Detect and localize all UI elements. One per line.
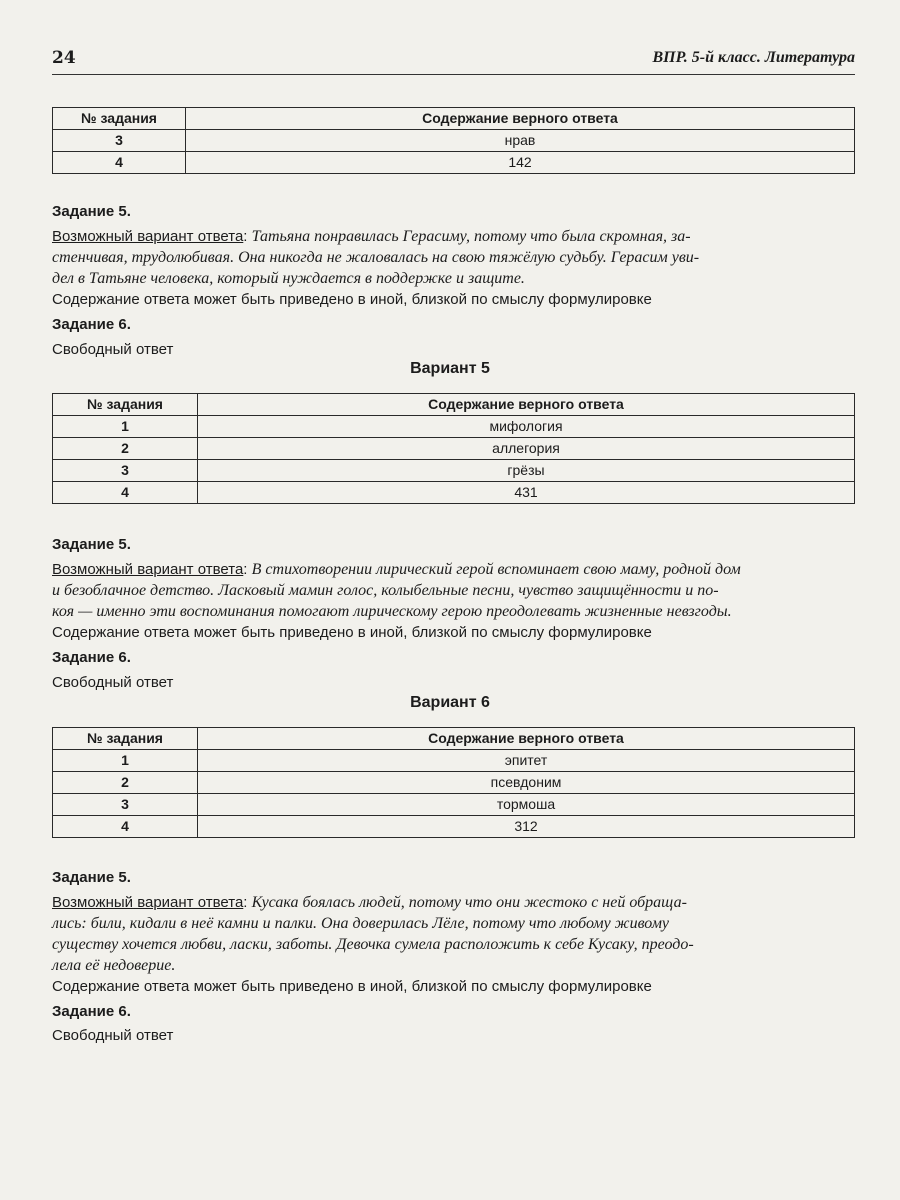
- task-number-cell: 3: [53, 794, 198, 816]
- page-number: 24: [52, 48, 76, 68]
- table-row: [53, 460, 855, 482]
- table-row: [53, 438, 855, 460]
- task-number-cell: 4: [53, 152, 186, 174]
- task6-answer: Свободный ответ: [52, 1027, 174, 1044]
- answer-cell: 312: [198, 816, 855, 838]
- answer-table-variant5: [52, 393, 855, 504]
- answer-cell: тормоша: [198, 794, 855, 816]
- task5-heading: Задание 5.: [52, 203, 131, 220]
- task-number-cell: 3: [53, 130, 186, 152]
- answer-text-line: стенчивая, трудолюбивая. Она никогда не жаловалась на свою тяжёлую судьбу. Герасим уви-: [52, 249, 700, 266]
- table-row: [53, 152, 855, 174]
- answer-cell: 142: [186, 152, 855, 174]
- answer-cell: 431: [198, 482, 855, 504]
- task-number-cell: 4: [53, 482, 198, 504]
- variant5-title: Вариант 5: [410, 360, 490, 377]
- task-number-cell: 2: [53, 438, 198, 460]
- task-number-cell: 1: [53, 416, 198, 438]
- answer-cell: аллегория: [198, 438, 855, 460]
- answer-lead: Возможный вариант ответа: [52, 561, 244, 578]
- answer-text-line: Татьяна понравилась Герасиму, потому что была скромная, за-: [251, 228, 691, 245]
- answer-lead: Возможный вариант ответа: [52, 228, 244, 245]
- task6-heading: Задание 6.: [52, 1003, 131, 1020]
- task5-answer: Возможный вариант ответа: Кусака боялась людей, потому что они жестоко с ней обраща- лись: били, кидали в неё камни и палки. Она доверилась Лёле, потому что любому живому существу хочется любви, ласки, заботы. Девочка сумела расположить к себе Кусаку, преодо- лела её недоверие. Содержание ответа может быть приведено в иной, близкой по смыслу формулировке: [52, 892, 855, 997]
- column-header-task-no: № задания: [53, 728, 198, 750]
- table-row: [53, 772, 855, 794]
- column-header-answer: Содержание верного ответа: [198, 394, 855, 416]
- task-number-cell: 3: [53, 460, 198, 482]
- answer-note: Содержание ответа может быть приведено в иной, близкой по смыслу формулировке: [52, 978, 652, 995]
- answer-lead: Возможный вариант ответа: [52, 894, 244, 911]
- answer-text-line: коя — именно эти воспоминания помогают лирическому герою преодолевать жизненные невзгоды.: [52, 603, 732, 620]
- column-header-task-no: № задания: [53, 108, 186, 130]
- table-row: [53, 794, 855, 816]
- answer-text-line: Кусака боялась людей, потому что они жестоко с ней обраща-: [251, 894, 687, 911]
- table-row: [53, 416, 855, 438]
- task6-answer: Свободный ответ: [52, 341, 174, 358]
- column-header-task-no: № задания: [53, 394, 198, 416]
- answer-table-previous: [52, 107, 855, 174]
- column-header-answer: Содержание верного ответа: [198, 728, 855, 750]
- answer-text-line: В стихотворении лирический герой вспоминает свою маму, родной дом: [251, 561, 741, 578]
- answer-cell: эпитет: [198, 750, 855, 772]
- table-header-row: [53, 108, 855, 130]
- table-row: [53, 816, 855, 838]
- answer-text-line: существу хочется любви, ласки, заботы. Девочка сумела расположить к себе Кусаку, преодо-: [52, 936, 694, 953]
- task6-heading: Задание 6.: [52, 649, 131, 666]
- answer-text-line: и безоблачное детство. Ласковый мамин голос, колыбельные песни, чувство защищённости и по-: [52, 582, 719, 599]
- answer-text-line: дел в Татьяне человека, который нуждается в поддержке и защите.: [52, 270, 525, 287]
- task5-answer: Возможный вариант ответа: Татьяна понравилась Герасиму, потому что была скромная, за- стенчивая, трудолюбивая. Она никогда не жаловалась на свою тяжёлую судьбу. Герасим уви- дел в Татьяне человека, который нуждается в поддержке и защите. Содержание ответа может быть приведено в иной, близкой по смыслу формулировке: [52, 226, 855, 310]
- answer-cell: псевдоним: [198, 772, 855, 794]
- answer-cell: нрав: [186, 130, 855, 152]
- table-header-row: [53, 394, 855, 416]
- answer-note: Содержание ответа может быть приведено в иной, близкой по смыслу формулировке: [52, 291, 652, 308]
- task5-heading: Задание 5.: [52, 536, 131, 553]
- page-header: [52, 44, 855, 75]
- task5-heading: Задание 5.: [52, 869, 131, 886]
- task-number-cell: 1: [53, 750, 198, 772]
- task6-answer: Свободный ответ: [52, 674, 174, 691]
- task6-heading: Задание 6.: [52, 316, 131, 333]
- answer-table-variant6: [52, 727, 855, 838]
- answer-note: Содержание ответа может быть приведено в иной, близкой по смыслу формулировке: [52, 624, 652, 641]
- task-number-cell: 2: [53, 772, 198, 794]
- task-number-cell: 4: [53, 816, 198, 838]
- table-header-row: [53, 728, 855, 750]
- column-header-answer: Содержание верного ответа: [186, 108, 855, 130]
- answer-text-line: лись: били, кидали в неё камни и палки. Она доверилась Лёле, потому что любому живому: [52, 915, 669, 932]
- answer-cell: мифология: [198, 416, 855, 438]
- task5-answer: Возможный вариант ответа: В стихотворении лирический герой вспоминает свою маму, родной дом и безоблачное детство. Ласковый мамин голос, колыбельные песни, чувство защищённости и по- коя — именно эти воспоминания помогают лирическому герою преодолевать жизненные невзгоды. Содержание ответа может быть приведено в иной, близкой по смыслу формулировке: [52, 559, 855, 643]
- table-row: [53, 750, 855, 772]
- answer-text-line: лела её недоверие.: [52, 957, 176, 974]
- answer-cell: грёзы: [198, 460, 855, 482]
- variant6-title: Вариант 6: [410, 694, 490, 711]
- table-row: [53, 482, 855, 504]
- table-row: [53, 130, 855, 152]
- running-title: ВПР. 5-й класс. Литература: [652, 49, 855, 66]
